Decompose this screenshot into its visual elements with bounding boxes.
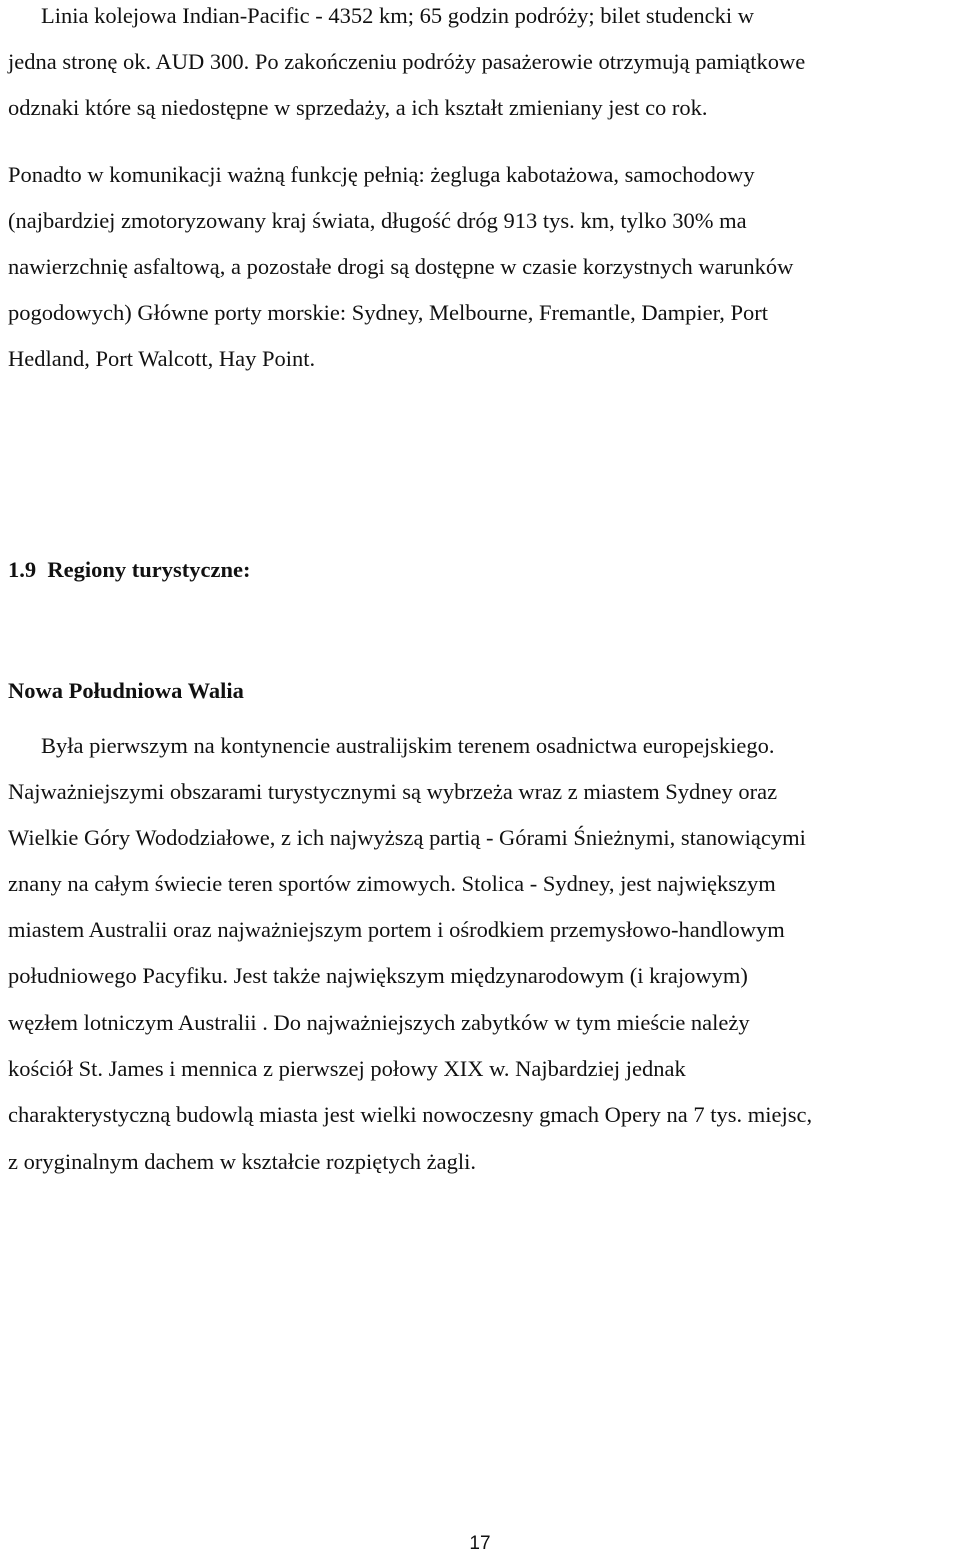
paragraph-line: południowego Pacyfiku. Jest także największym międzynarodowym (i krajowym) (8, 963, 748, 988)
paragraph-line: Linia kolejowa Indian-Pacific - 4352 km; 65 godzin podróży; bilet studencki w (41, 3, 754, 28)
paragraph-line: Wielkie Góry Wododziałowe, z ich najwyższą partią - Górami Śnieżnymi, stanowiącymi (8, 825, 806, 850)
paragraph-line: Była pierwszym na kontynencie australijskim terenem osadnictwa europejskiego. (41, 733, 775, 758)
subheading: Nowa Południowa Walia (8, 678, 244, 703)
paragraph-line: z oryginalnym dachem w kształcie rozpiętych żagli. (8, 1149, 476, 1174)
section-heading: 1.9 Regiony turystyczne: (8, 557, 251, 582)
paragraph-line: węzłem lotniczym Australii . Do najważniejszych zabytków w tym mieście należy (8, 1010, 750, 1035)
page-number: 17 (469, 1533, 491, 1554)
paragraph-line: nawierzchnię asfaltową, a pozostałe drogi są dostępne w czasie korzystnych warunków (8, 254, 794, 279)
paragraph-line: pogodowych) Główne porty morskie: Sydney, Melbourne, Fremantle, Dampier, Port (8, 300, 769, 325)
paragraph-line: kościół St. James i mennica z pierwszej połowy XIX w. Najbardziej jednak (8, 1056, 686, 1081)
paragraph-line: Ponadto w komunikacji ważną funkcję pełnią: żegluga kabotażowa, samochodowy (8, 162, 755, 187)
paragraph-line: charakterystyczną budowlą miasta jest wielki nowoczesny gmach Opery na 7 tys. miejsc, (8, 1102, 813, 1127)
paragraph-line: odznaki które są niedostępne w sprzedaży, a ich kształt zmieniany jest co rok. (8, 95, 708, 120)
paragraph-line: jedna stronę ok. AUD 300. Po zakończeniu podróży pasażerowie otrzymują pamiątkowe (8, 49, 806, 74)
paragraph-line: (najbardziej zmotoryzowany kraj świata, długość dróg 913 tys. km, tylko 30% ma (8, 208, 747, 233)
paragraph-line: znany na całym świecie teren sportów zimowych. Stolica - Sydney, jest największym (8, 871, 776, 896)
paragraph-line: Hedland, Port Walcott, Hay Point. (8, 346, 316, 371)
paragraph-line: Najważniejszymi obszarami turystycznymi są wybrzeża wraz z miastem Sydney oraz (8, 779, 778, 804)
paragraph-line: miastem Australii oraz najważniejszym portem i ośrodkiem przemysłowo-handlowym (8, 917, 785, 942)
